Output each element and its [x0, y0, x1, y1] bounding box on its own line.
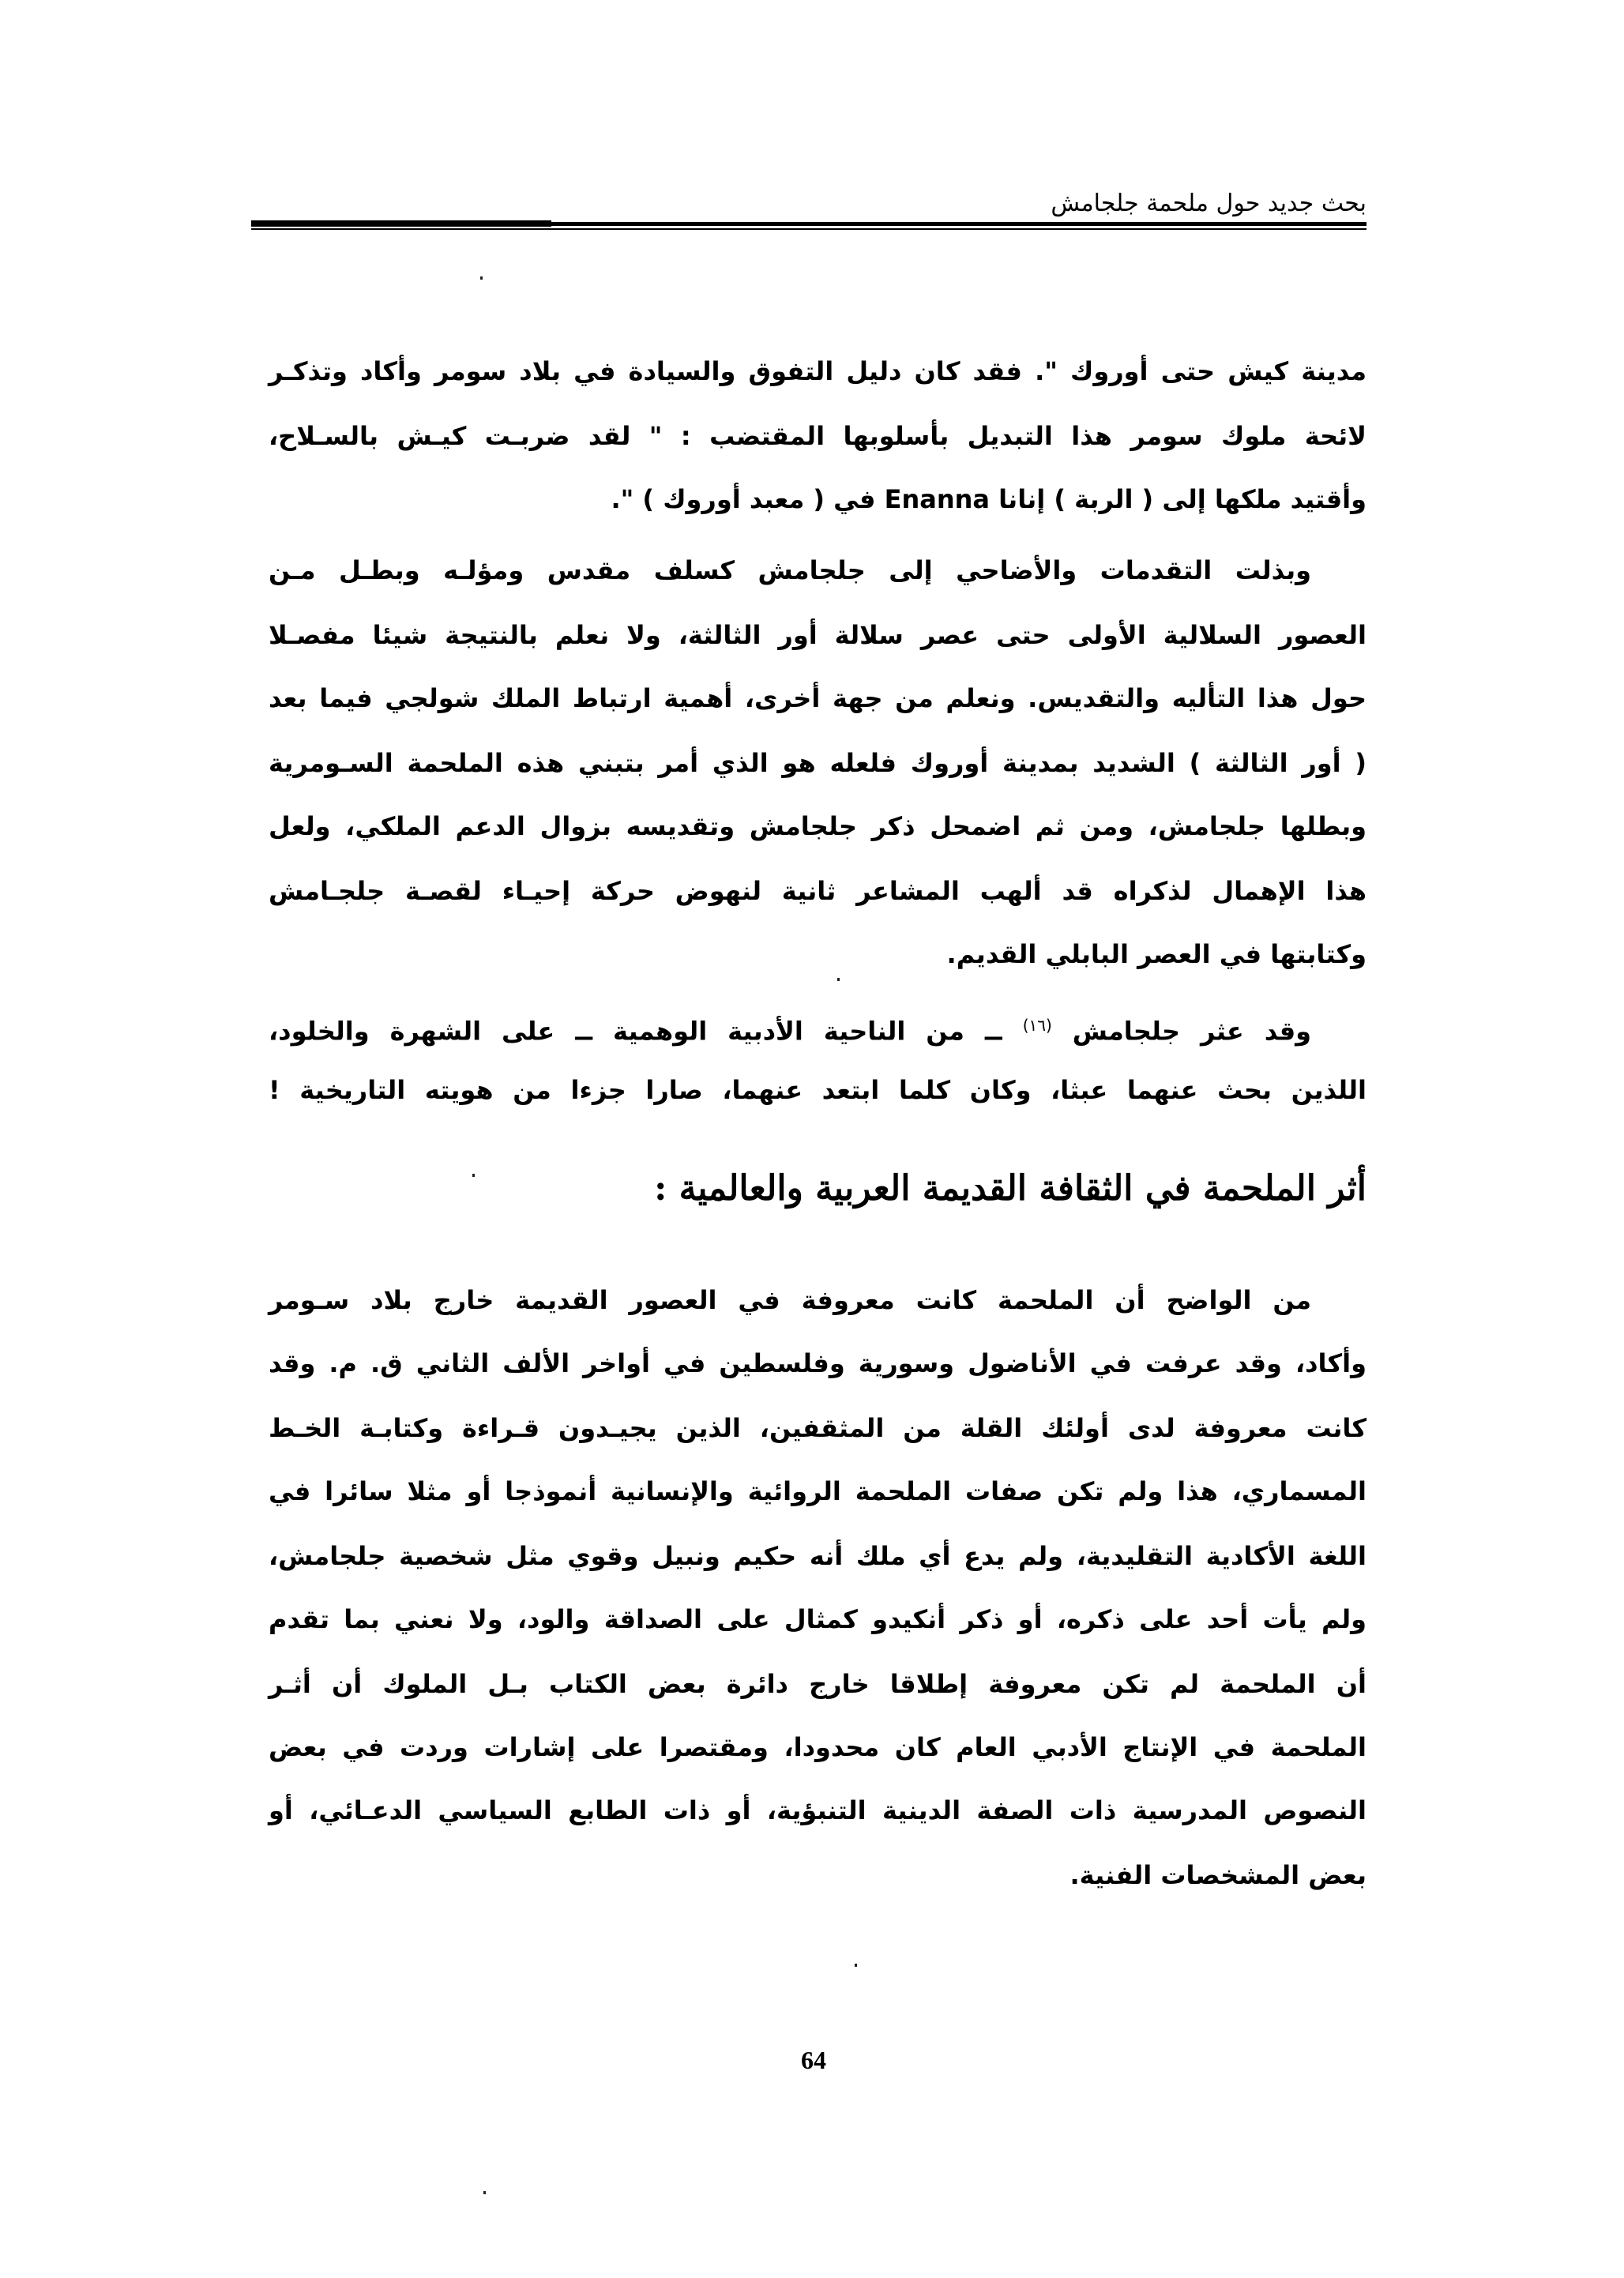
section-paragraph-line-6: ولم يأت أحد على ذكره، أو ذكر أنكيدو كمثال على الصداقة والود، ولا نعني بما تقدم: [269, 1604, 1366, 1634]
section-paragraph-line-9: النصوص المدرسية ذات الصفة الدينية التنبؤية، أو ذات الطابع السياسي الدعـائي، أو: [269, 1795, 1366, 1825]
section-paragraph-line-5: اللغة الأكادية التقليدية، ولم يدع أي ملك أنه حكيم ونبيل وقوي مثل شخصية جلجامش،: [269, 1541, 1366, 1571]
section-paragraph-line-2: وأكاد، وقد عرفت في الأناضول وسورية وفلسطين في أواخر الألف الثاني ق. م. وقد: [269, 1348, 1366, 1378]
section-paragraph-line-8: الملحمة في الإنتاج الأدبي العام كان محدودا، ومقتصرا على إشارات وردت في بعض: [269, 1732, 1366, 1762]
paragraph-3-line-2: اللذين بحث عنهما عبثا، وكان كلما ابتعد عنهما، صارا جزءا من هويته التاريخية !: [269, 1075, 1366, 1105]
paragraph-2-line-5: وبطلها جلجامش، ومن ثم اضمحل ذكر جلجامش وتقديسه بزوال الدعم الملكي، ولعل: [269, 811, 1366, 841]
scan-speck: [472, 1174, 475, 1177]
paragraph-2-line-2: العصور السلالية الأولى حتى عصر سلالة أور الثالثة، ولا نعلم بالنتيجة شيئا مفصـلا: [269, 620, 1366, 650]
page-number: 64: [801, 2046, 826, 2074]
section-paragraph-line-1: من الواضح أن الملحمة كانت معروفة في العصور القديمة خارج بلاد سـومر: [269, 1285, 1311, 1315]
header-rule: [251, 222, 1366, 226]
paragraph-2-line-4: ( أور الثالثة ) الشديد بمدينة أوروك فلعله هو الذي أمر بتبني هذه الملحمة السـومرية: [269, 748, 1366, 778]
scan-speck: [480, 276, 483, 280]
header-rule-thin: [251, 228, 1366, 230]
scan-speck: [837, 978, 840, 981]
paragraph-3-line-1-end: ــ من الناحية الأدبية الوهمية ــ على الشهرة والخلود،: [269, 1016, 1002, 1047]
paragraph-1-line-3: وأقتيد ملكها إلى ( الربة ) إنانا Enanna في ( معبد أوروك ) ".: [611, 484, 1366, 514]
scan-speck: [483, 2191, 486, 2194]
paragraph-2-line-3: حول هذا التأليه والتقديس. ونعلم من جهة أخرى، أهمية ارتباط الملك شولجي فيما بعد: [269, 683, 1366, 713]
section-paragraph-line-7: أن الملحمة لم تكن معروفة إطلاقا خارج دائرة بعض الكتاب بـل الملوك أن أثـر: [269, 1669, 1366, 1699]
scan-speck: [855, 1964, 857, 1967]
section-heading: أثر الملحمة في الثقافة القديمة العربية والعالمية :: [654, 1168, 1366, 1209]
paragraph-2-line-7: وكتابتها في العصر البابلي القديم.: [946, 939, 1366, 969]
paragraph-1-line-1: مدينة كيش حتى أوروك ". فقد كان دليل التفوق والسيادة في بلاد سومر وأكاد وتذكـر: [269, 356, 1366, 386]
section-paragraph-line-3: كانت معروفة لدى أولئك القلة من المثقفين، الذين يجيـدون قـراءة وكتابـة الخـط: [269, 1413, 1366, 1443]
footnote-reference[interactable]: (١٦): [1022, 1016, 1052, 1035]
paragraph-3-line-1-start: وقد عثر جلجامش: [1072, 1016, 1312, 1047]
section-paragraph-line-4: المسماري، هذا ولم تكن صفات الملحمة الروائية والإنسانية أنموذجا أو مثلا سائرا في: [269, 1476, 1366, 1506]
paragraph-1-line-2: لائحة ملوك سومر هذا التبديل بأسلوبها المقتضب : " لقد ضربـت كيـش بالسـلاح،: [269, 421, 1366, 451]
paragraph-2-line-1: وبذلت التقدمات والأضاحي إلى جلجامش كسلف مقدس ومؤلـه وبطـل مـن: [269, 555, 1311, 585]
paragraph-3-line-1: [269, 1008, 1312, 1047]
paragraph-2-line-6: هذا الإهمال لذكراه قد ألهب المشاعر ثانية لنهوض حركة إحيـاء لقصـة جلجـامش: [269, 876, 1366, 906]
section-paragraph-line-10: بعض المشخصات الفنية.: [1070, 1860, 1366, 1890]
running-header-title: بحث جديد حول ملحمة جلجامش: [1051, 190, 1366, 217]
